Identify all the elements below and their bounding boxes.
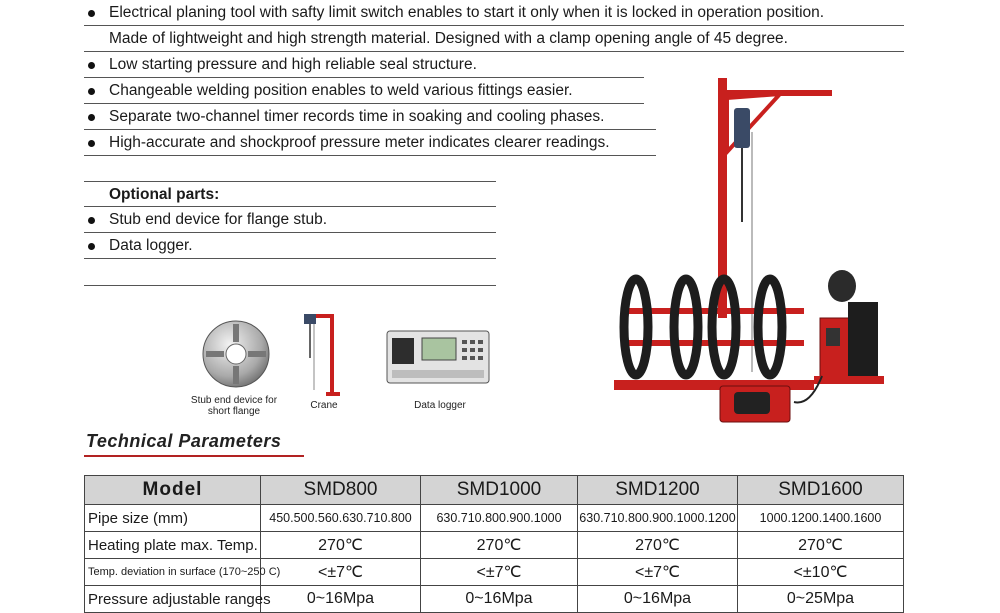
header-cell: SMD800 [261,476,421,505]
feature-text: Low starting pressure and high reliable seal structure. [109,56,477,73]
row-label: Pipe size (mm) [85,505,261,532]
optional-title: Optional parts: [109,186,220,203]
table-cell: 630.710.800.900.1000.1200 [578,505,738,532]
bullet-icon [88,217,95,224]
feature-text: Electrical planing tool with safty limit switch enables to start it only when it is locked in operation position. [109,4,825,21]
optional-item [84,207,496,233]
row-label: Temp. deviation in surface (170~250 C) [85,559,261,586]
bullet-icon [88,62,95,69]
title-underline [84,455,304,457]
bullet-icon [88,140,95,147]
feature-text: High-accurate and shockproof pressure meter indicates clearer readings. [109,134,610,151]
table-cell: <±7℃ [421,559,578,586]
table-cell: 0~16Mpa [578,586,738,613]
data-logger-caption: Data logger [414,400,466,411]
butt-fusion-machine-image [610,72,890,432]
table-cell: <±10℃ [738,559,904,586]
divider [84,155,656,156]
table-row [85,586,904,613]
bullet-icon [88,88,95,95]
feature-text: Made of lightweight and high strength material. Designed with a clamp opening angle of 45 degree. [109,30,788,47]
row-label: Heating plate max. Temp. [85,532,261,559]
parameters-table [84,475,904,613]
table-cell: <±7℃ [578,559,738,586]
header-cell: SMD1200 [578,476,738,505]
crane-caption: Crane [310,400,338,411]
header-cell: SMD1600 [738,476,904,505]
feature-item [84,26,904,52]
section-title: Technical Parameters [86,431,282,451]
table-cell: 270℃ [421,532,578,559]
optional-text: Data logger. [109,237,193,254]
table-header-row [85,476,904,505]
table-row [85,532,904,559]
stub-end-device-image [200,318,272,390]
header-cell: Model [85,476,261,505]
feature-item [84,0,904,26]
table-cell: 1000.1200.1400.1600 [738,505,904,532]
table-cell: 0~16Mpa [421,586,578,613]
table-cell: 270℃ [578,532,738,559]
row-label: Pressure adjustable ranges [85,586,261,613]
table-cell: 630.710.800.900.1000 [421,505,578,532]
optional-text: Stub end device for flange stub. [109,211,328,228]
bullet-icon [88,10,95,17]
divider [84,285,496,286]
table-cell: 270℃ [738,532,904,559]
table-cell: <±7℃ [261,559,421,586]
stub-end-caption: Stub end device for short flange [190,395,278,417]
divider [84,258,496,259]
feature-text: Changeable welding position enables to weld various fittings easier. [109,82,573,99]
optional-title-row [84,181,496,207]
bullet-icon [88,243,95,250]
table-row [85,505,904,532]
table-cell: 0~16Mpa [261,586,421,613]
bullet-icon [88,114,95,121]
table-cell: 450.500.560.630.710.800 [261,505,421,532]
table-row [85,559,904,586]
crane-image [296,308,346,398]
header-cell: SMD1000 [421,476,578,505]
optional-parts [84,181,496,259]
optional-item [84,233,496,259]
feature-text: Separate two-channel timer records time in soaking and cooling phases. [109,108,605,125]
data-logger-image [386,330,490,384]
table-cell: 270℃ [261,532,421,559]
table-cell: 0~25Mpa [738,586,904,613]
